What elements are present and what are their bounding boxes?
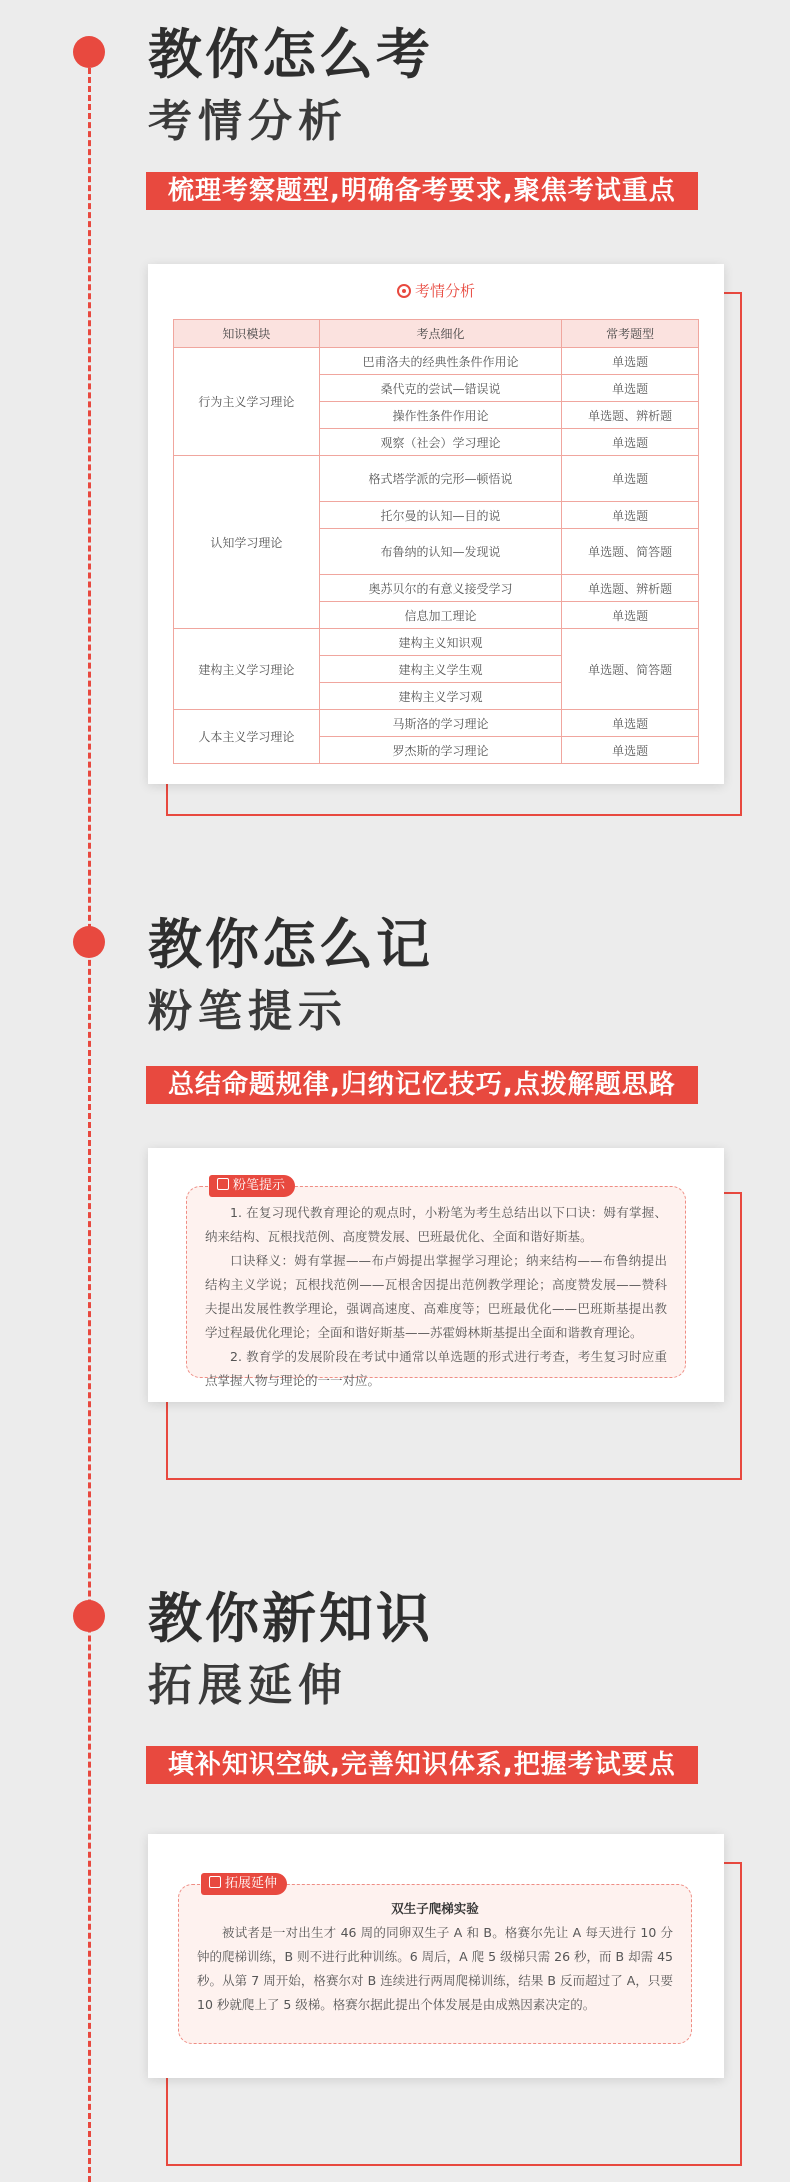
section-subtitle: 考情分析 — [148, 96, 348, 147]
point-cell: 观察（社会）学习理论 — [319, 429, 562, 456]
type-cell: 单选题、简答题 — [562, 529, 699, 575]
section-banner: 梳理考察题型,明确备考要求,聚焦考试重点 — [146, 172, 698, 210]
module-cell: 行为主义学习理论 — [174, 348, 320, 456]
table-header: 知识模块 — [174, 320, 320, 348]
point-cell: 马斯洛的学习理论 — [319, 710, 562, 737]
section-title: 教你怎么记 — [148, 913, 433, 976]
timeline-dot — [73, 1600, 105, 1632]
extension-text — [197, 1897, 673, 2017]
point-cell: 建构主义学习观 — [319, 683, 562, 710]
analysis-card — [148, 264, 724, 784]
point-cell: 信息加工理论 — [319, 602, 562, 629]
section-subtitle: 粉笔提示 — [148, 986, 348, 1037]
point-cell: 格式塔学派的完形—顿悟说 — [319, 456, 562, 502]
type-cell: 单选题 — [562, 502, 699, 529]
type-cell: 单选题 — [562, 737, 699, 764]
module-cell: 人本主义学习理论 — [174, 710, 320, 764]
table-header: 常考题型 — [562, 320, 699, 348]
table-header-row — [174, 320, 699, 348]
point-cell: 罗杰斯的学习理论 — [319, 737, 562, 764]
type-cell: 单选题 — [562, 429, 699, 456]
tip-label: 粉笔提示 — [209, 1175, 295, 1197]
tip-paragraph: 2. 教育学的发展阶段在考试中通常以单选题的形式进行考查，考生复习时应重点掌握人物与理论的一一对应。 — [205, 1349, 667, 1388]
section-banner: 填补知识空缺,完善知识体系,把握考试要点 — [146, 1746, 698, 1784]
target-icon — [397, 284, 411, 298]
analysis-table — [173, 319, 699, 764]
tip-paragraph: 口诀释义：姆有掌握——布卢姆提出掌握学习理论；纳来结构——布鲁纳提出结构主义学说；瓦根找范例——瓦根舍因提出范例教学理论；高度赞发展——赞科夫提出发展性教学理论，强调高速度、高难度等；巴班最优化——巴班斯基提出教学过程最优化理论；全面和谐好斯基——苏霍姆林斯基提出全面和谐教育理论。 — [205, 1253, 667, 1340]
section-subtitle: 拓展延伸 — [148, 1660, 348, 1711]
point-cell: 建构主义学生观 — [319, 656, 562, 683]
type-cell: 单选题、辨析题 — [562, 402, 699, 429]
type-cell: 单选题 — [562, 348, 699, 375]
timeline-line — [88, 50, 91, 2182]
module-cell: 建构主义学习理论 — [174, 629, 320, 710]
point-cell: 巴甫洛夫的经典性条件作用论 — [319, 348, 562, 375]
edit-icon — [209, 1876, 221, 1888]
tip-box — [186, 1178, 686, 1388]
type-cell: 单选题 — [562, 456, 699, 502]
point-cell: 操作性条件作用论 — [319, 402, 562, 429]
extension-paragraph: 被试者是一对出生才 46 周的同卵双生子 A 和 B。格赛尔先让 A 每天进行 10 分钟的爬梯训练，B 则不进行此种训练。6 周后，A 爬 5 级梯只需 26 秒，而 B 却需 45 秒。从第 7 周开始，格赛尔对 B 连续进行两周爬梯训练，结果 B 反而超过了 A，只要 10 秒就爬上了 5 级梯。格赛尔据此提出个体发展是由成熟因素决定的。 — [197, 1925, 673, 2012]
table-row — [174, 629, 699, 656]
table-row — [174, 710, 699, 737]
timeline-dot — [73, 926, 105, 958]
extension-title: 双生子爬梯实验 — [391, 1901, 479, 1916]
module-cell: 认知学习理论 — [174, 456, 320, 629]
bulb-icon — [217, 1178, 229, 1190]
section-banner: 总结命题规律,归纳记忆技巧,点拨解题思路 — [146, 1066, 698, 1104]
type-cell: 单选题 — [562, 375, 699, 402]
point-cell: 布鲁纳的认知—发现说 — [319, 529, 562, 575]
type-cell: 单选题 — [562, 602, 699, 629]
extension-label: 拓展延伸 — [201, 1873, 287, 1895]
tip-card — [148, 1148, 724, 1402]
tip-paragraph: 1. 在复习现代教育理论的观点时，小粉笔为考生总结出以下口诀：姆有掌握、纳来结构、瓦根找范例、高度赞发展、巴班最优化、全面和谐好斯基。 — [205, 1205, 667, 1244]
type-cell: 单选题、简答题 — [562, 629, 699, 710]
section-title: 教你新知识 — [148, 1587, 433, 1650]
section-title: 教你怎么考 — [148, 23, 433, 86]
tip-text — [205, 1201, 667, 1393]
point-cell: 建构主义知识观 — [319, 629, 562, 656]
point-cell: 桑代克的尝试—错误说 — [319, 375, 562, 402]
table-row — [174, 456, 699, 502]
extension-box — [178, 1876, 692, 2044]
table-header: 考点细化 — [319, 320, 562, 348]
type-cell: 单选题 — [562, 710, 699, 737]
analysis-heading: 考情分析 — [148, 280, 724, 301]
extension-card — [148, 1834, 724, 2078]
type-cell: 单选题、辨析题 — [562, 575, 699, 602]
point-cell: 托尔曼的认知—目的说 — [319, 502, 562, 529]
timeline-dot — [73, 36, 105, 68]
point-cell: 奥苏贝尔的有意义接受学习 — [319, 575, 562, 602]
table-row — [174, 348, 699, 375]
